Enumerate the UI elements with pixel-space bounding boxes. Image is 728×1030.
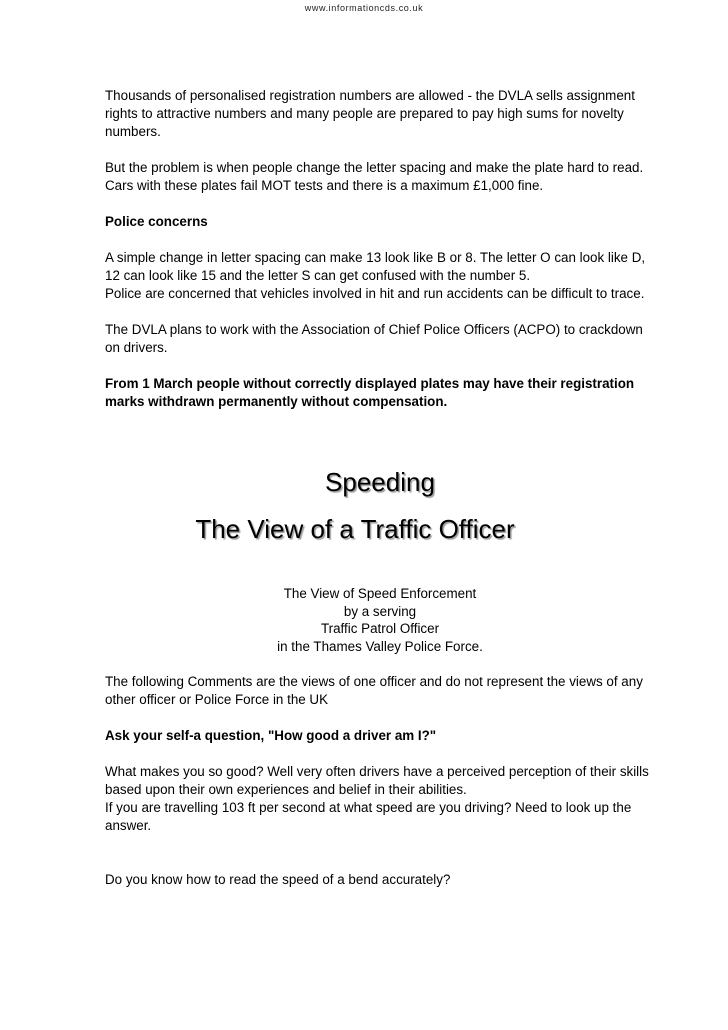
byline-line-4: in the Thames Valley Police Force. <box>277 638 483 654</box>
page-header-url: www.informationcds.co.uk <box>304 3 424 13</box>
byline-block <box>105 585 655 655</box>
section-subtitle: The View of a Traffic Officer <box>195 514 515 544</box>
paragraph-dvla-acpo: The DVLA plans to work with the Association of Chief Police Officers (ACPO) to crackdown on drivers. <box>105 322 643 355</box>
heading-police-concerns: Police concerns <box>105 214 208 229</box>
section-title: Speeding <box>325 467 435 497</box>
paragraph-disclaimer: The following Comments are the views of one officer and do not represent the views of any other officer or Police Force in the UK <box>105 674 643 707</box>
paragraph-letter-spacing: But the problem is when people change the letter spacing and make the plate hard to read. Cars with these plates fail MOT tests and there is a maximum £1,000 fine. <box>105 160 644 193</box>
paragraph-bend-speed: Do you know how to read the speed of a bend accurately? <box>105 872 451 887</box>
paragraph-registration-numbers: Thousands of personalised registration numbers are allowed - the DVLA sells assignment rights to attractive numbers and many people are prepared to pay high sums for novelty numbers. <box>105 88 635 139</box>
byline-line-2: by a serving <box>343 603 417 619</box>
paragraph-speed-question: If you are travelling 103 ft per second at what speed are you driving? Need to look up the answer. <box>105 800 632 833</box>
paragraph-march-warning: From 1 March people without correctly displayed plates may have their registration marks withdrawn permanently without compensation. <box>105 376 635 409</box>
paragraph-driver-skills <box>105 763 655 835</box>
paragraph-police-concerns <box>105 249 655 303</box>
paragraph-hit-and-run: Police are concerned that vehicles involved in hit and run accidents can be difficult to trace. <box>105 286 645 301</box>
paragraph-spacing-confusion: A simple change in letter spacing can make 13 look like B or 8. The letter O can look like D, 12 can look like 15 and the letter S can get confused with the number 5. <box>105 250 646 283</box>
byline-line-1: The View of Speed Enforcement <box>283 586 477 601</box>
heading-question: Ask your self-a question, "How good a driver am I?" <box>105 728 437 743</box>
byline-line-3: Traffic Patrol Officer <box>320 621 440 636</box>
document-body <box>105 87 655 907</box>
paragraph-perceived-skills: What makes you so good? Well very often drivers have a perceived perception of their skills based upon their own experiences and belief in their abilities. <box>105 764 649 797</box>
